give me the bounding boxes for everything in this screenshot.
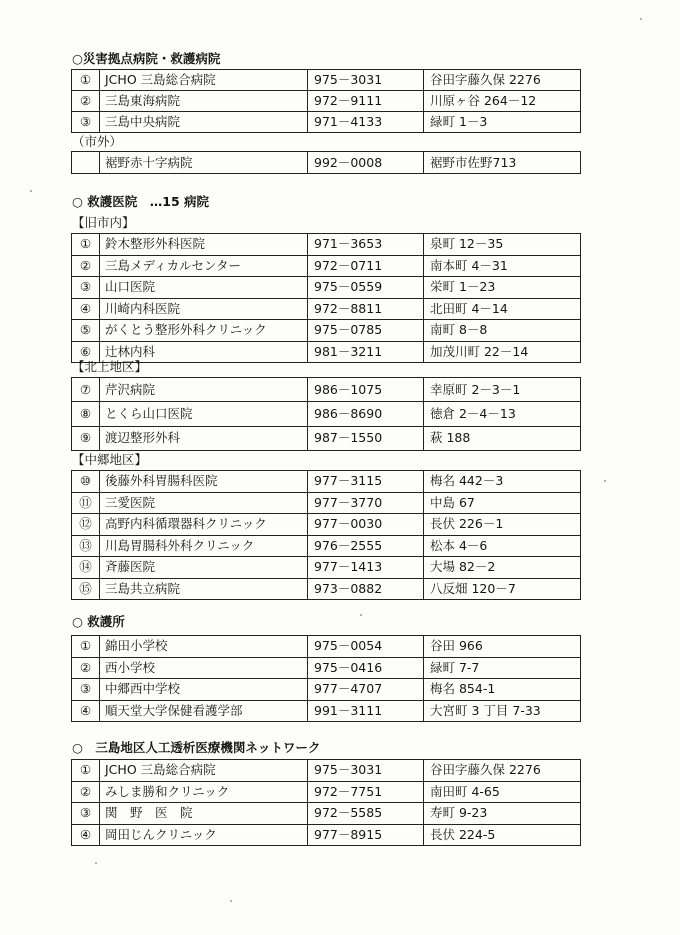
phone-number: 986－1075 — [308, 378, 424, 402]
table-row — [72, 657, 581, 679]
facility-name: 順天堂大学保健看護学部 — [100, 700, 308, 722]
table-row — [72, 514, 581, 536]
row-number: ⑮ — [72, 578, 100, 600]
phone-number: 975－0416 — [308, 657, 424, 679]
facility-name: JCHO 三島総合病院 — [100, 70, 308, 91]
facility-name: 西小学校 — [100, 657, 308, 679]
table-row — [72, 557, 581, 579]
table-relief-stations — [71, 635, 581, 722]
facility-name: 三愛医院 — [100, 492, 308, 514]
facility-name: 高野内科循環器科クリニック — [100, 514, 308, 536]
table-row — [72, 152, 581, 174]
phone-number: 972－8811 — [308, 298, 424, 320]
row-number: ⑭ — [72, 557, 100, 579]
address: 長伏 226－1 — [424, 514, 581, 536]
phone-number: 975－0054 — [308, 636, 424, 658]
row-number: ⑥ — [72, 341, 100, 363]
address: 中島 67 — [424, 492, 581, 514]
facility-name: 中郷西中学校 — [100, 679, 308, 701]
table-row — [72, 112, 581, 133]
scan-speck — [360, 614, 362, 616]
address: 萩 188 — [424, 426, 581, 450]
phone-number: 975－3031 — [308, 70, 424, 91]
scan-speck — [30, 190, 32, 192]
table-row — [72, 824, 581, 846]
facility-name: 後藤外科胃腸科医院 — [100, 471, 308, 493]
row-number: ① — [72, 636, 100, 658]
facility-name: 辻林内科 — [100, 341, 308, 363]
phone-number: 977－1413 — [308, 557, 424, 579]
phone-number: 976－2555 — [308, 535, 424, 557]
address: 加茂川町 22－14 — [424, 341, 581, 363]
section-heading-disaster-hospitals: ○災害拠点病院・救護病院 — [72, 51, 221, 66]
table-dialysis-network — [71, 759, 581, 846]
address: 幸原町 2－3－1 — [424, 378, 581, 402]
facility-name: 鈴木整形外科医院 — [100, 234, 308, 256]
phone-number: 977－0030 — [308, 514, 424, 536]
table-row — [72, 781, 581, 803]
row-number: ④ — [72, 824, 100, 846]
table-outside-city — [71, 151, 581, 174]
address: 緑町 1－3 — [424, 112, 581, 133]
address: 大場 82－2 — [424, 557, 581, 579]
phone-number: 977－4707 — [308, 679, 424, 701]
row-number: ⑦ — [72, 378, 100, 402]
group-label-old-city: 【旧市内】 — [72, 215, 135, 230]
row-number: ② — [72, 91, 100, 112]
facility-name: 三島共立病院 — [100, 578, 308, 600]
row-number: ⑫ — [72, 514, 100, 536]
address: 北田町 4－14 — [424, 298, 581, 320]
facility-name: 渡辺整形外科 — [100, 426, 308, 450]
facility-name: がくとう整形外科クリニック — [100, 320, 308, 342]
phone-number: 975－0559 — [308, 277, 424, 299]
table-row — [72, 636, 581, 658]
row-number: ① — [72, 70, 100, 91]
table-row — [72, 803, 581, 825]
phone-number: 975－3031 — [308, 760, 424, 782]
facility-name: JCHO 三島総合病院 — [100, 760, 308, 782]
table-row — [72, 298, 581, 320]
phone-number: 977－3115 — [308, 471, 424, 493]
address: 谷田字藤久保 2276 — [424, 70, 581, 91]
facility-name: 三島メディカルセンター — [100, 255, 308, 277]
address: 梅名 442－3 — [424, 471, 581, 493]
table-row — [72, 255, 581, 277]
table-row — [72, 378, 581, 402]
address: 大宮町 3 丁目 7-33 — [424, 700, 581, 722]
table-row — [72, 402, 581, 426]
address: 裾野市佐野713 — [424, 152, 581, 174]
address: 松本 4－6 — [424, 535, 581, 557]
row-number: ⑩ — [72, 471, 100, 493]
address: 八反畑 120－7 — [424, 578, 581, 600]
phone-number: 987－1550 — [308, 426, 424, 450]
outside-city-label: （市外） — [72, 134, 123, 149]
scan-speck — [95, 862, 97, 864]
address: 泉町 12－35 — [424, 234, 581, 256]
group-label-nakazato: 【中郷地区】 — [72, 452, 148, 467]
facility-name: 錦田小学校 — [100, 636, 308, 658]
address: 緑町 7-7 — [424, 657, 581, 679]
section-heading-relief-clinics: ○ 救護医院 …15 病院 — [72, 194, 210, 209]
row-number: ② — [72, 255, 100, 277]
address: 川原ヶ谷 264－12 — [424, 91, 581, 112]
facility-name: 芹沢病院 — [100, 378, 308, 402]
table-row — [72, 492, 581, 514]
table-row — [72, 760, 581, 782]
address: 谷田字藤久保 2276 — [424, 760, 581, 782]
facility-name: 岡田じんクリニック — [100, 824, 308, 846]
table-row — [72, 277, 581, 299]
table-row — [72, 535, 581, 557]
table-clinics-nakazato — [71, 470, 581, 600]
facility-name: 三島東海病院 — [100, 91, 308, 112]
facility-name: 川島胃腸科外科クリニック — [100, 535, 308, 557]
phone-number: 972－5585 — [308, 803, 424, 825]
address: 谷田 966 — [424, 636, 581, 658]
table-row — [72, 471, 581, 493]
phone-number: 971－3653 — [308, 234, 424, 256]
phone-number: 992－0008 — [308, 152, 424, 174]
phone-number: 972－0711 — [308, 255, 424, 277]
row-number: ① — [72, 760, 100, 782]
row-number: ③ — [72, 112, 100, 133]
row-number: ① — [72, 234, 100, 256]
table-row — [72, 341, 581, 363]
row-number: ② — [72, 657, 100, 679]
phone-number: 986－8690 — [308, 402, 424, 426]
phone-number: 973－0882 — [308, 578, 424, 600]
phone-number: 972－9111 — [308, 91, 424, 112]
row-number: ⑧ — [72, 402, 100, 426]
table-row — [72, 320, 581, 342]
phone-number: 975－0785 — [308, 320, 424, 342]
scan-speck — [640, 18, 642, 20]
address: 栄町 1－23 — [424, 277, 581, 299]
row-number: ⑬ — [72, 535, 100, 557]
facility-name: みしま勝和クリニック — [100, 781, 308, 803]
row-number: ④ — [72, 700, 100, 722]
phone-number: 981－3211 — [308, 341, 424, 363]
row-number: ⑪ — [72, 492, 100, 514]
address: 南田町 4-65 — [424, 781, 581, 803]
facility-name: 山口医院 — [100, 277, 308, 299]
address: 徳倉 2－4－13 — [424, 402, 581, 426]
phone-number: 972－7751 — [308, 781, 424, 803]
facility-name: 関 野 医 院 — [100, 803, 308, 825]
section-heading-dialysis-network: ○ 三島地区人工透析医療機関ネットワーク — [72, 740, 321, 755]
address: 梅名 854-1 — [424, 679, 581, 701]
table-row — [72, 578, 581, 600]
table-row — [72, 91, 581, 112]
table-disaster-hospitals — [71, 69, 581, 133]
table-clinics-old-city — [71, 233, 581, 363]
phone-number: 977－8915 — [308, 824, 424, 846]
phone-number: 991－3111 — [308, 700, 424, 722]
phone-number: 977－3770 — [308, 492, 424, 514]
address: 南本町 4－31 — [424, 255, 581, 277]
row-number: ③ — [72, 277, 100, 299]
address: 寿町 9-23 — [424, 803, 581, 825]
address: 長伏 224-5 — [424, 824, 581, 846]
section-heading-relief-stations: ○ 救護所 — [72, 614, 125, 629]
row-number: ④ — [72, 298, 100, 320]
scan-speck — [604, 480, 606, 482]
table-row — [72, 679, 581, 701]
table-clinics-kitakami — [71, 377, 581, 451]
table-row — [72, 70, 581, 91]
facility-name: 裾野赤十字病院 — [100, 152, 308, 174]
row-number: ⑤ — [72, 320, 100, 342]
facility-name: とくら山口医院 — [100, 402, 308, 426]
phone-number: 971－4133 — [308, 112, 424, 133]
table-row — [72, 234, 581, 256]
address: 南町 8－8 — [424, 320, 581, 342]
row-number: ⑨ — [72, 426, 100, 450]
table-row — [72, 700, 581, 722]
table-row — [72, 426, 581, 450]
row-number: ③ — [72, 679, 100, 701]
group-label-kitakami: 【北上地区】 — [72, 359, 148, 374]
facility-name: 三島中央病院 — [100, 112, 308, 133]
facility-name: 川崎内科医院 — [100, 298, 308, 320]
row-number: ② — [72, 781, 100, 803]
row-number: ③ — [72, 803, 100, 825]
scan-speck — [230, 900, 232, 902]
facility-name: 斉藤医院 — [100, 557, 308, 579]
row-number — [72, 152, 100, 174]
